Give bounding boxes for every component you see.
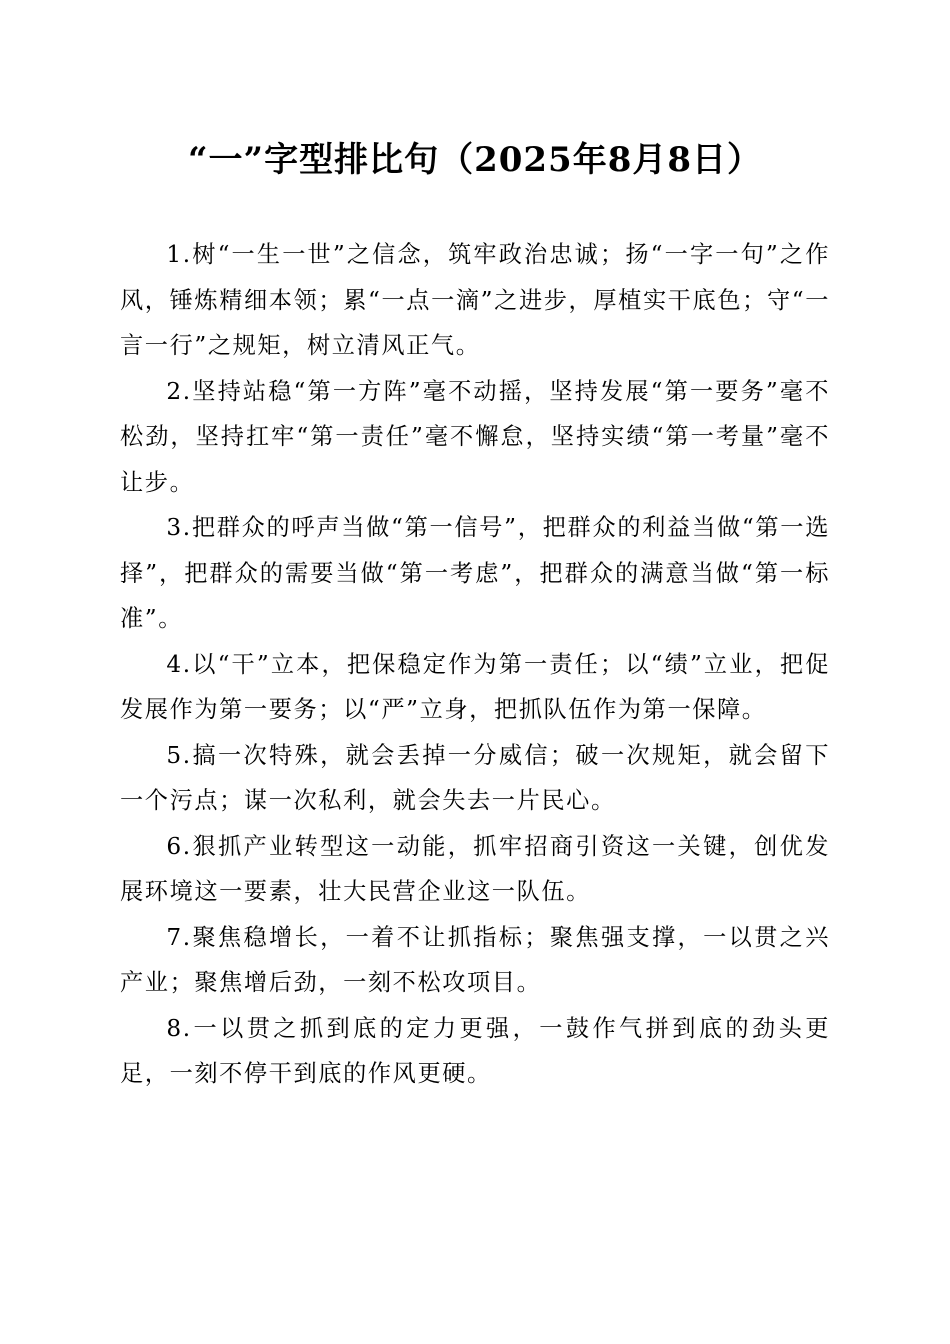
paragraph-8: 8.一以贯之抓到底的定力更强，一鼓作气拼到底的劲头更足，一刻不停干到底的作风更硬。 xyxy=(120,1014,830,1087)
paragraph-7: 7.聚焦稳增长，一着不让抓指标；聚焦强支撑，一以贯之兴产业；聚焦增后劲，一刻不松攻项目。 xyxy=(120,923,830,996)
paragraph-6: 6.狠抓产业转型这一动能，抓牢招商引资这一关键，创优发展环境这一要素，壮大民营企业这一队伍。 xyxy=(120,832,830,905)
document-body xyxy=(120,232,830,1097)
paragraph-2: 2.坚持站稳“第一方阵”毫不动摇，坚持发展“第一要务”毫不松劲，坚持扛牢“第一责任”毫不懈怠，坚持实绩“第一考量”毫不让步。 xyxy=(120,377,830,496)
paragraph-4: 4.以“干”立本，把保稳定作为第一责任；以“绩”立业，把促发展作为第一要务；以“严”立身，把抓队伍作为第一保障。 xyxy=(120,650,830,723)
paragraph-1: 1.树“一生一世”之信念，筑牢政治忠诚；扬“一字一句”之作风，锤炼精细本领；累“一点一滴”之进步，厚植实干底色；守“一言一行”之规矩，树立清风正气。 xyxy=(120,241,830,359)
paragraph-3: 3.把群众的呼声当做“第一信号”，把群众的利益当做“第一选择”，把群众的需要当做“第一考虑”，把群众的满意当做“第一标准”。 xyxy=(120,514,830,632)
document-title: “一”字型排比句（2025年8月8日） xyxy=(187,140,763,180)
paragraph-5: 5.搞一次特殊，就会丢掉一分威信；破一次规矩，就会留下一个污点；谋一次私利，就会失去一片民心。 xyxy=(120,741,830,814)
